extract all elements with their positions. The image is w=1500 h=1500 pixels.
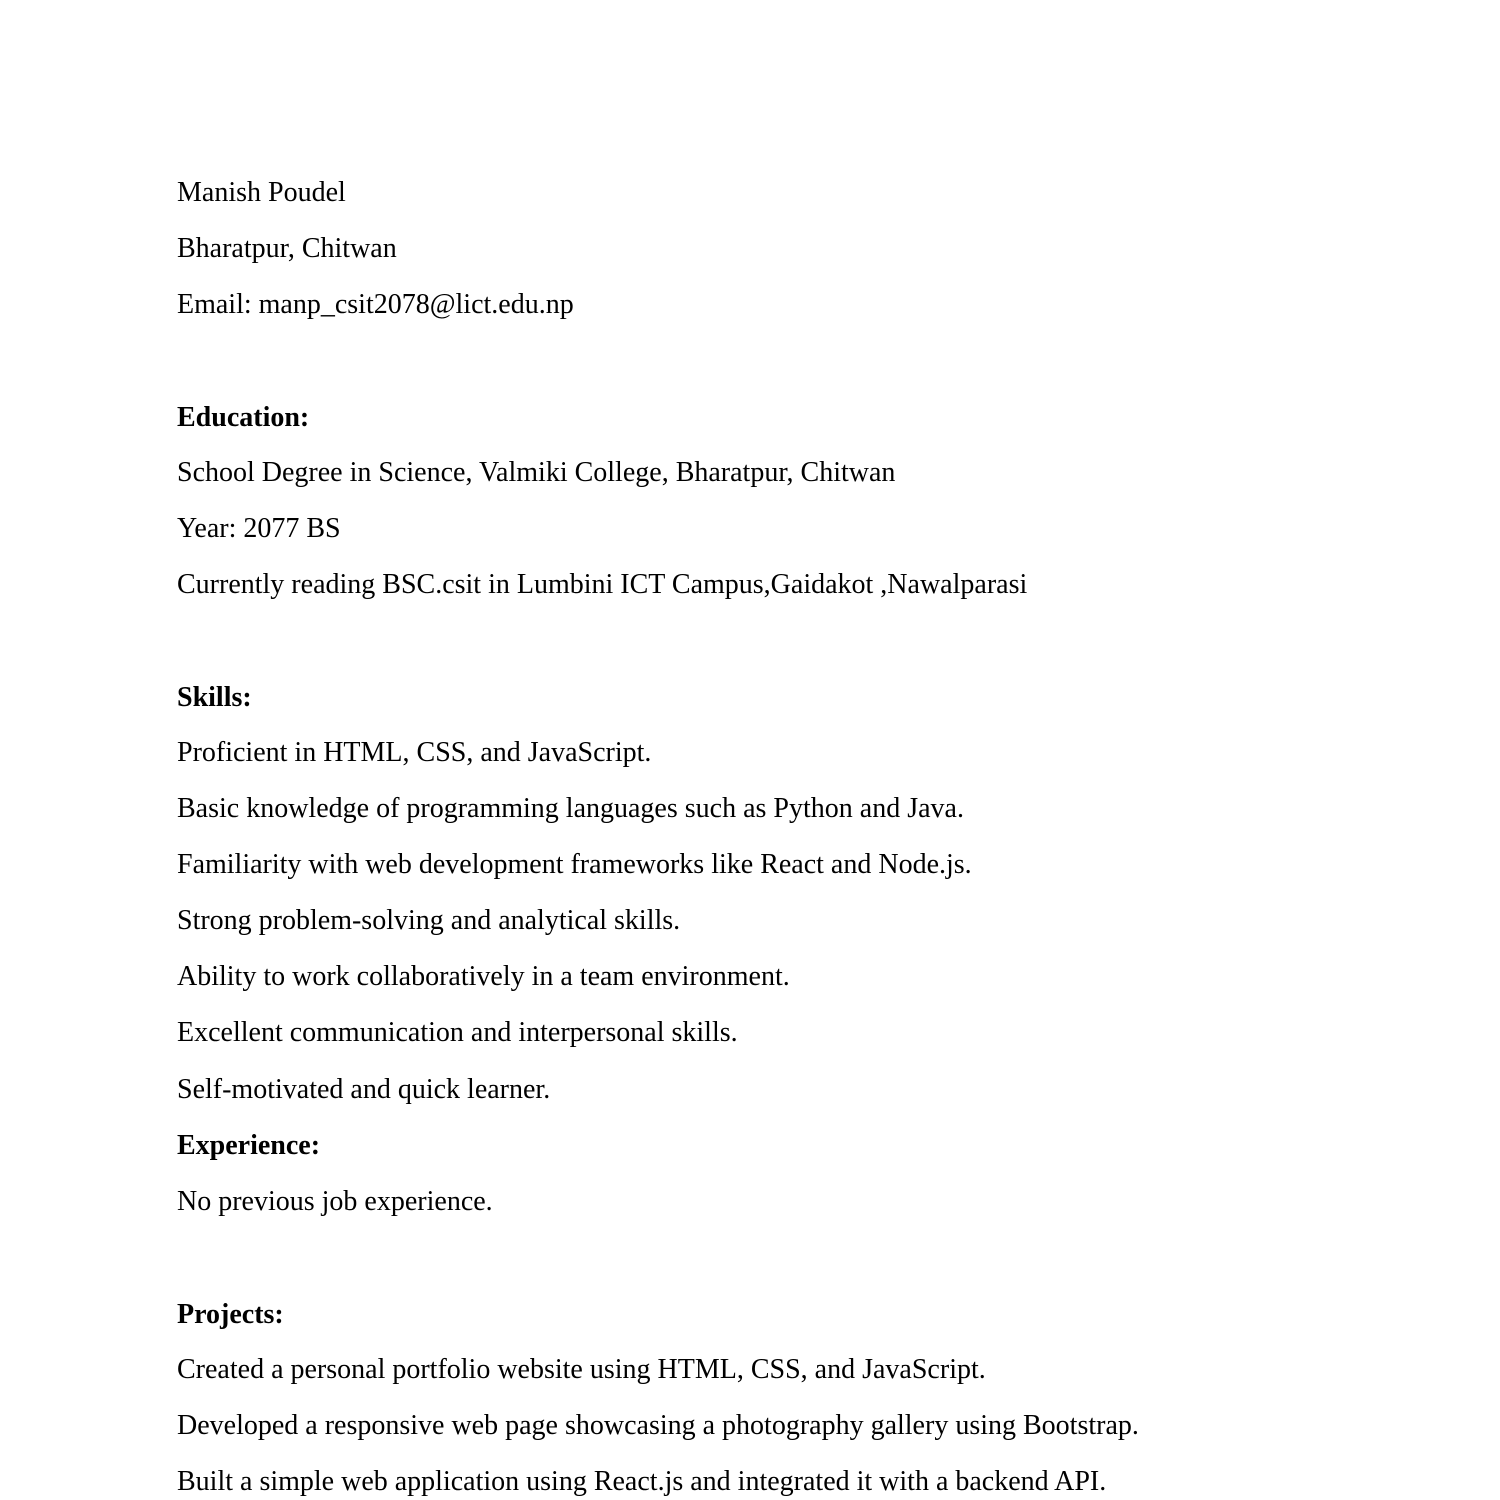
project-line: Created a personal portfolio website using HTML, CSS, and JavaScript. — [177, 1354, 986, 1385]
contact-email: Email: manp_csit2078@lict.edu.np — [177, 289, 574, 320]
education-line: Currently reading BSC.csit in Lumbini ICT Campus,Gaidakot ,Nawalparasi — [177, 569, 1028, 600]
skills-heading: Skills: — [177, 682, 252, 713]
education-line: Year: 2077 BS — [177, 513, 341, 544]
skill-line: Proficient in HTML, CSS, and JavaScript. — [177, 737, 652, 768]
project-line: Built a simple web application using React.js and integrated it with a backend API. — [177, 1466, 1107, 1497]
skill-line: Basic knowledge of programming languages such as Python and Java. — [177, 793, 964, 824]
skill-line: Excellent communication and interpersonal skills. — [177, 1017, 738, 1048]
experience-heading: Experience: — [177, 1130, 321, 1161]
skill-line: Strong problem-solving and analytical skills. — [177, 905, 681, 936]
projects-heading: Projects: — [177, 1299, 284, 1330]
contact-address: Bharatpur, Chitwan — [177, 233, 397, 264]
project-line: Developed a responsive web page showcasing a photography gallery using Bootstrap. — [177, 1410, 1139, 1441]
education-line: School Degree in Science, Valmiki College, Bharatpur, Chitwan — [177, 457, 896, 488]
skill-line: Ability to work collaboratively in a team environment. — [177, 961, 790, 992]
experience-line: No previous job experience. — [177, 1186, 493, 1217]
skill-line: Self-motivated and quick learner. — [177, 1074, 551, 1105]
skill-line: Familiarity with web development frameworks like React and Node.js. — [177, 849, 972, 880]
contact-name: Manish Poudel — [177, 177, 346, 208]
education-heading: Education: — [177, 402, 310, 433]
